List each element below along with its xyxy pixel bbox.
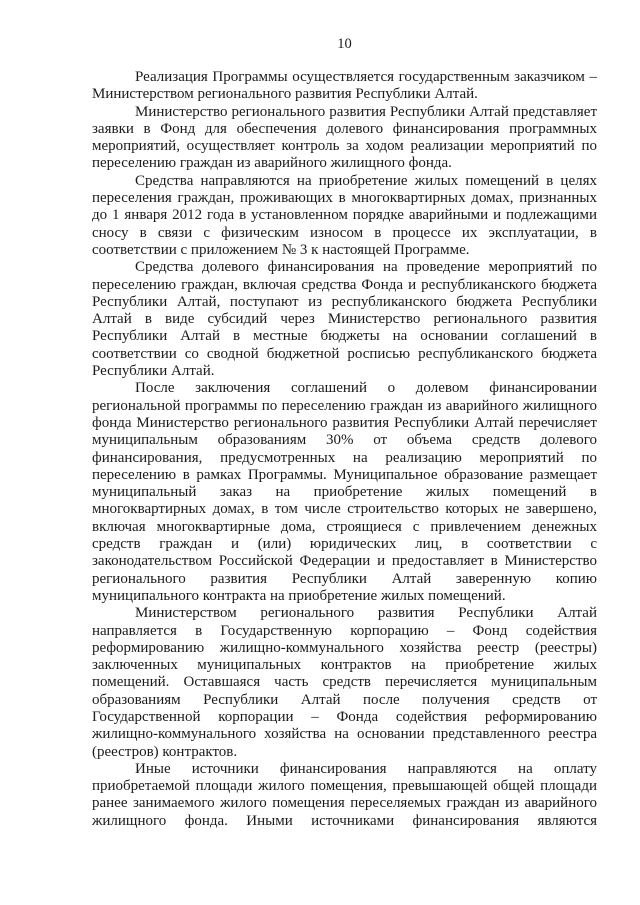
text-line: образованиям Республики Алтай после получения средств от	[92, 691, 597, 708]
text-row	[92, 657, 597, 674]
text-row	[92, 588, 597, 605]
text-line: Алтай в виде субсидий через Министерство регионального развития	[92, 311, 597, 328]
text-line: направляется в Государственную корпорацию – Фонд содействия	[92, 622, 597, 639]
text-row	[92, 242, 597, 259]
paragraph	[92, 605, 597, 761]
text-line: муниципальным образованиям 30% от объема средств долевого	[92, 432, 597, 449]
text-row	[92, 173, 597, 190]
text-line: помещений. Оставшаяся часть средств перечисляется муниципальным	[92, 674, 597, 691]
text-row	[92, 623, 597, 640]
text-row	[92, 744, 597, 761]
text-row	[92, 277, 597, 294]
text-line: средств граждан и (или) юридических лиц, в соответствии с	[92, 536, 597, 553]
text-row	[92, 363, 597, 380]
text-line: Республики Алтай в местные бюджеты на основании соглашений в	[92, 328, 597, 345]
text-line: переселению граждан, включая средства Фонда и республиканского бюджета	[92, 276, 597, 293]
text-row	[92, 190, 597, 207]
text-line: жилищно-коммунального хозяйства на основании представленного реестра	[92, 726, 597, 743]
paragraph	[92, 69, 597, 104]
text-row	[92, 259, 597, 276]
text-line: заключенных муниципальных контрактов на приобретение жилых	[92, 657, 597, 674]
text-line: Министерством регионального развития Республики Алтай.	[92, 86, 478, 103]
text-row	[92, 346, 597, 363]
text-row	[92, 294, 597, 311]
text-row	[92, 380, 597, 397]
text-row	[92, 207, 597, 224]
text-line: Министерство регионального развития Республики Алтай представляет	[135, 103, 597, 120]
text-line: региональной программы по переселению граждан из аварийного жилищного	[92, 397, 597, 414]
text-line: финансирования, предусмотренных на реализацию мероприятий по	[92, 449, 597, 466]
text-row	[92, 571, 597, 588]
text-row	[92, 69, 597, 86]
text-line: до 1 января 2012 года в установленном порядке аварийными и подлежащими	[92, 207, 597, 224]
text-line: Министерством регионального развития Республики Алтай	[135, 605, 597, 622]
text-row	[92, 328, 597, 345]
text-line: соответствии с приложением № 3 к настоящей Программе.	[92, 241, 470, 258]
text-line: приобретаемой площади жилого помещения, превышающей общей площади	[92, 778, 597, 795]
text-row	[92, 86, 597, 103]
text-line: Республики Алтай.	[92, 363, 215, 380]
text-row	[92, 311, 597, 328]
text-row	[92, 484, 597, 501]
text-row	[92, 519, 597, 536]
text-row	[92, 225, 597, 242]
text-row	[92, 501, 597, 518]
text-row	[92, 415, 597, 432]
text-row	[92, 104, 597, 121]
paragraph	[92, 104, 597, 173]
text-row	[92, 726, 597, 743]
text-line: жилищного фонда. Иными источниками финансирования являются	[92, 812, 597, 829]
text-line: заявки в Фонд для обеспечения долевого финансирования программных	[92, 120, 597, 137]
text-row	[92, 467, 597, 484]
text-row	[92, 674, 597, 691]
text-line: (реестров) контрактов.	[92, 743, 238, 760]
text-row	[92, 398, 597, 415]
paragraph	[92, 173, 597, 259]
text-row	[92, 795, 597, 812]
text-row	[92, 553, 597, 570]
text-row	[92, 709, 597, 726]
text-row	[92, 155, 597, 172]
paragraph	[92, 259, 597, 380]
text-line: переселению граждан из аварийного жилищного фонда.	[92, 155, 452, 172]
text-line: муниципального контракта на приобретение жилых помещений.	[92, 587, 506, 604]
text-row	[92, 432, 597, 449]
text-line: многоквартирных домах, в том числе строительство которых не завершено,	[92, 501, 597, 518]
text-line: Средства направляются на приобретение жилых помещений в целях	[135, 172, 597, 189]
text-row	[92, 121, 597, 138]
text-line: переселению в рамках Программы. Муниципальное образование размещает	[92, 466, 597, 483]
text-row	[92, 536, 597, 553]
text-row	[92, 450, 597, 467]
text-line: фонда Министерство регионального развития Республики Алтай перечисляет	[92, 414, 597, 431]
document-body	[92, 69, 597, 830]
text-line: законодательством Российской Федерации и предоставляет в Министерство	[92, 553, 597, 570]
text-line: муниципальный заказ на приобретение жилых помещений в	[92, 484, 597, 501]
text-line: мероприятий, осуществляет контроль за ходом реализации мероприятий по	[92, 138, 597, 155]
text-line: реформированию жилищно-коммунального хозяйства реестр (реестры)	[92, 639, 597, 656]
text-line: Республики Алтай, поступают из республиканского бюджета Республики	[92, 293, 597, 310]
text-row	[92, 761, 597, 778]
text-line: Средства долевого финансирования на проведение мероприятий по	[135, 259, 597, 276]
paragraph	[92, 761, 597, 830]
text-line: Государственной корпорации – Фонда содействия реформированию	[92, 708, 597, 725]
text-row	[92, 605, 597, 622]
text-line: Иные источники финансирования направляются на оплату	[135, 760, 597, 777]
text-line: сносу в связи с физическим износом в процессе их эксплуатации, в	[92, 224, 597, 241]
paragraph	[92, 380, 597, 605]
text-line: После заключения соглашений о долевом финансировании	[135, 380, 597, 397]
text-row	[92, 813, 597, 830]
text-line: ранее занимаемого жилого помещения переселяемых граждан из аварийного	[92, 795, 597, 812]
text-line: Реализация Программы осуществляется государственным заказчиком –	[135, 69, 597, 85]
text-row	[92, 640, 597, 657]
text-line: соответствии со сводной бюджетной росписью республиканского бюджета	[92, 345, 597, 362]
page-number: 10	[337, 36, 352, 52]
text-row	[92, 692, 597, 709]
text-row	[92, 778, 597, 795]
text-row	[92, 138, 597, 155]
text-line: включая многоквартирные дома, строящиеся с привлечением денежных	[92, 518, 597, 535]
text-line: переселения граждан, проживающих в многоквартирных домах, признанных	[92, 190, 597, 207]
text-line: регионального развития Республики Алтай заверенную копию	[92, 570, 597, 587]
